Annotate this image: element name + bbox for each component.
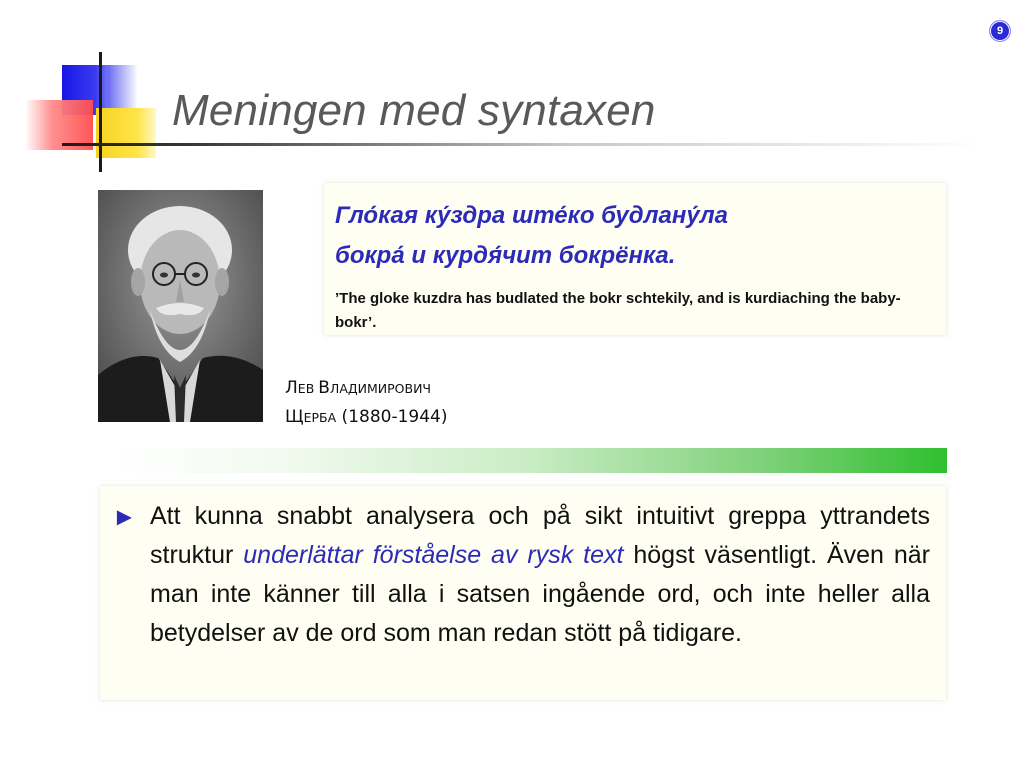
author-name-line-2 xyxy=(285,403,448,432)
english-translation: ’The gloke kuzdra has budlated the bokr schtekily, and is kurdiaching the baby-bokr’. xyxy=(335,290,901,331)
author-name-part: ЕРБА xyxy=(303,410,337,425)
title-underline xyxy=(62,143,982,146)
author-years: (1880-1944) xyxy=(336,407,448,427)
body-text-segment: Att kunna snabbt analysera och på sikt intuitivt greppa yttrandets struktur xyxy=(150,502,930,569)
russian-quote xyxy=(335,196,935,276)
decorative-logo xyxy=(0,0,160,180)
author-portrait xyxy=(98,190,263,422)
russian-quote-line-2: бокра́ и курдя́чит бокрёнка. xyxy=(335,242,676,269)
author-name-line-1 xyxy=(285,374,448,403)
author-name-part: В xyxy=(318,378,330,398)
slide-title: Meningen med syntaxen xyxy=(172,86,656,135)
portrait-image xyxy=(98,190,263,422)
logo-vertical-line xyxy=(99,52,102,172)
author-name-part: Л xyxy=(285,378,298,398)
body-text-emphasis: underlättar förståelse av rysk text xyxy=(243,541,624,569)
green-divider-bar xyxy=(113,448,947,473)
russian-quote-line-1: Гло́кая ку́здра ште́ко будлану́ла xyxy=(335,202,728,229)
author-caption xyxy=(285,374,448,432)
author-name-part: ЕВ xyxy=(297,381,319,396)
logo-yellow-square xyxy=(96,108,156,158)
author-name-part: ЛАДИМИРОВИЧ xyxy=(329,381,431,396)
page-number-badge: 9 xyxy=(989,20,1011,42)
body-text-segment: högst väsentligt. Även när man inte känner till alla i satsen ingående ord, och inte heller alla betydelser av de ord som man redan stött på tidigare. xyxy=(150,541,930,647)
author-name-part: Щ xyxy=(285,407,304,427)
body-paragraph xyxy=(150,497,930,653)
bullet-pointer-icon: ► xyxy=(112,503,137,531)
